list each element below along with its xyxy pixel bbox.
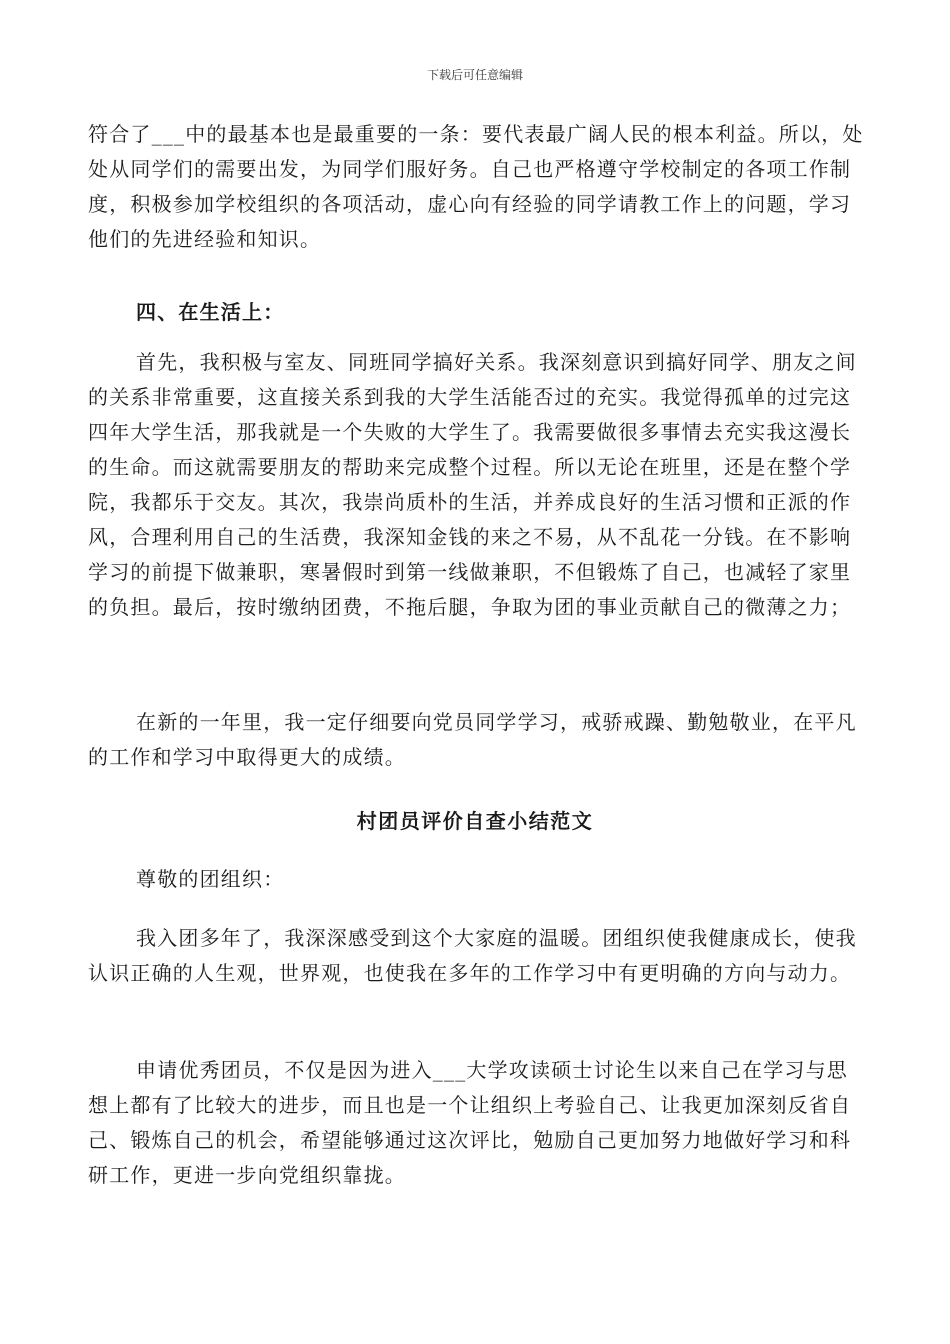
paragraph-apply-text: 申请优秀团员，不仅是因为进入___大学攻读硕士讨论生以来自己在学习与思想上都有了比较大的进步，而且也是一个让组织上考验自己、让我更加深刻反省自己、锻炼自己的机会，希望能够通过这次评比，勉励自己更加努力地做好学习和科研工作，更进一步向党组织靠拢。: [88, 1058, 852, 1187]
header-note: 下载后可任意编辑: [426, 68, 523, 82]
paragraph-new-year: [88, 705, 868, 775]
paragraph-joined-text: 我入团多年了，我深深感受到这个大家庭的温暖。团组织使我健康成长，使我认识正确的人生观，世界观，也使我在多年的工作学习中有更明确的方向与动力。: [88, 926, 857, 985]
paragraph-apply: [88, 1053, 868, 1193]
paragraph-new-year-text: 在新的一年里，我一定仔细要向党员同学学习，戒骄戒躁、勤勉敬业，在平凡的工作和学习中取得更大的成绩。: [88, 710, 857, 769]
paragraph-life-text: 首先，我积极与室友、同班同学搞好关系。我深刻意识到搞好同学、朋友之间的关系非常重要，这直接关系到我的大学生活能否过的充实。我觉得孤单的过完这四年大学生活，那我就是一个失败的大学生了。我需要做很多事情去充实我这漫长的生命。而这就需要朋友的帮助来完成整个过程。所以无论在班里，还是在整个学院，我都乐于交友。其次，我崇尚质朴的生活，并养成良好的生活习惯和正派的作风，合理利用自己的生活费，我深知金钱的来之不易，从不乱花一分钱。在不影响学习的前提下做兼职，寒暑假时到第一线做兼职，不但锻炼了自己，也减轻了家里的负担。最后，按时缴纳团费，不拖后腿，争取为团的事业贡献自己的微薄之力；: [88, 350, 857, 619]
salutation: 尊敬的团组织：: [136, 867, 285, 891]
paragraph-life: [88, 345, 868, 625]
paragraph-intro-text: 符合了___中的最基本也是最重要的一条：要代表最广阔人民的根本利益。所以，处处从同学们的需要出发，为同学们服好务。自己也严格遵守学校制定的各项工作制度，积极参加学校组织的各项活动，虚心向有经验的同学请教工作上的问题，学习他们的先进经验和知识。: [88, 122, 864, 251]
paragraph-intro: [88, 117, 868, 257]
document-title: 村团员评价自查小结范文: [356, 809, 594, 833]
paragraph-joined: [88, 921, 868, 991]
section-heading-life: 四、在生活上：: [136, 300, 285, 324]
